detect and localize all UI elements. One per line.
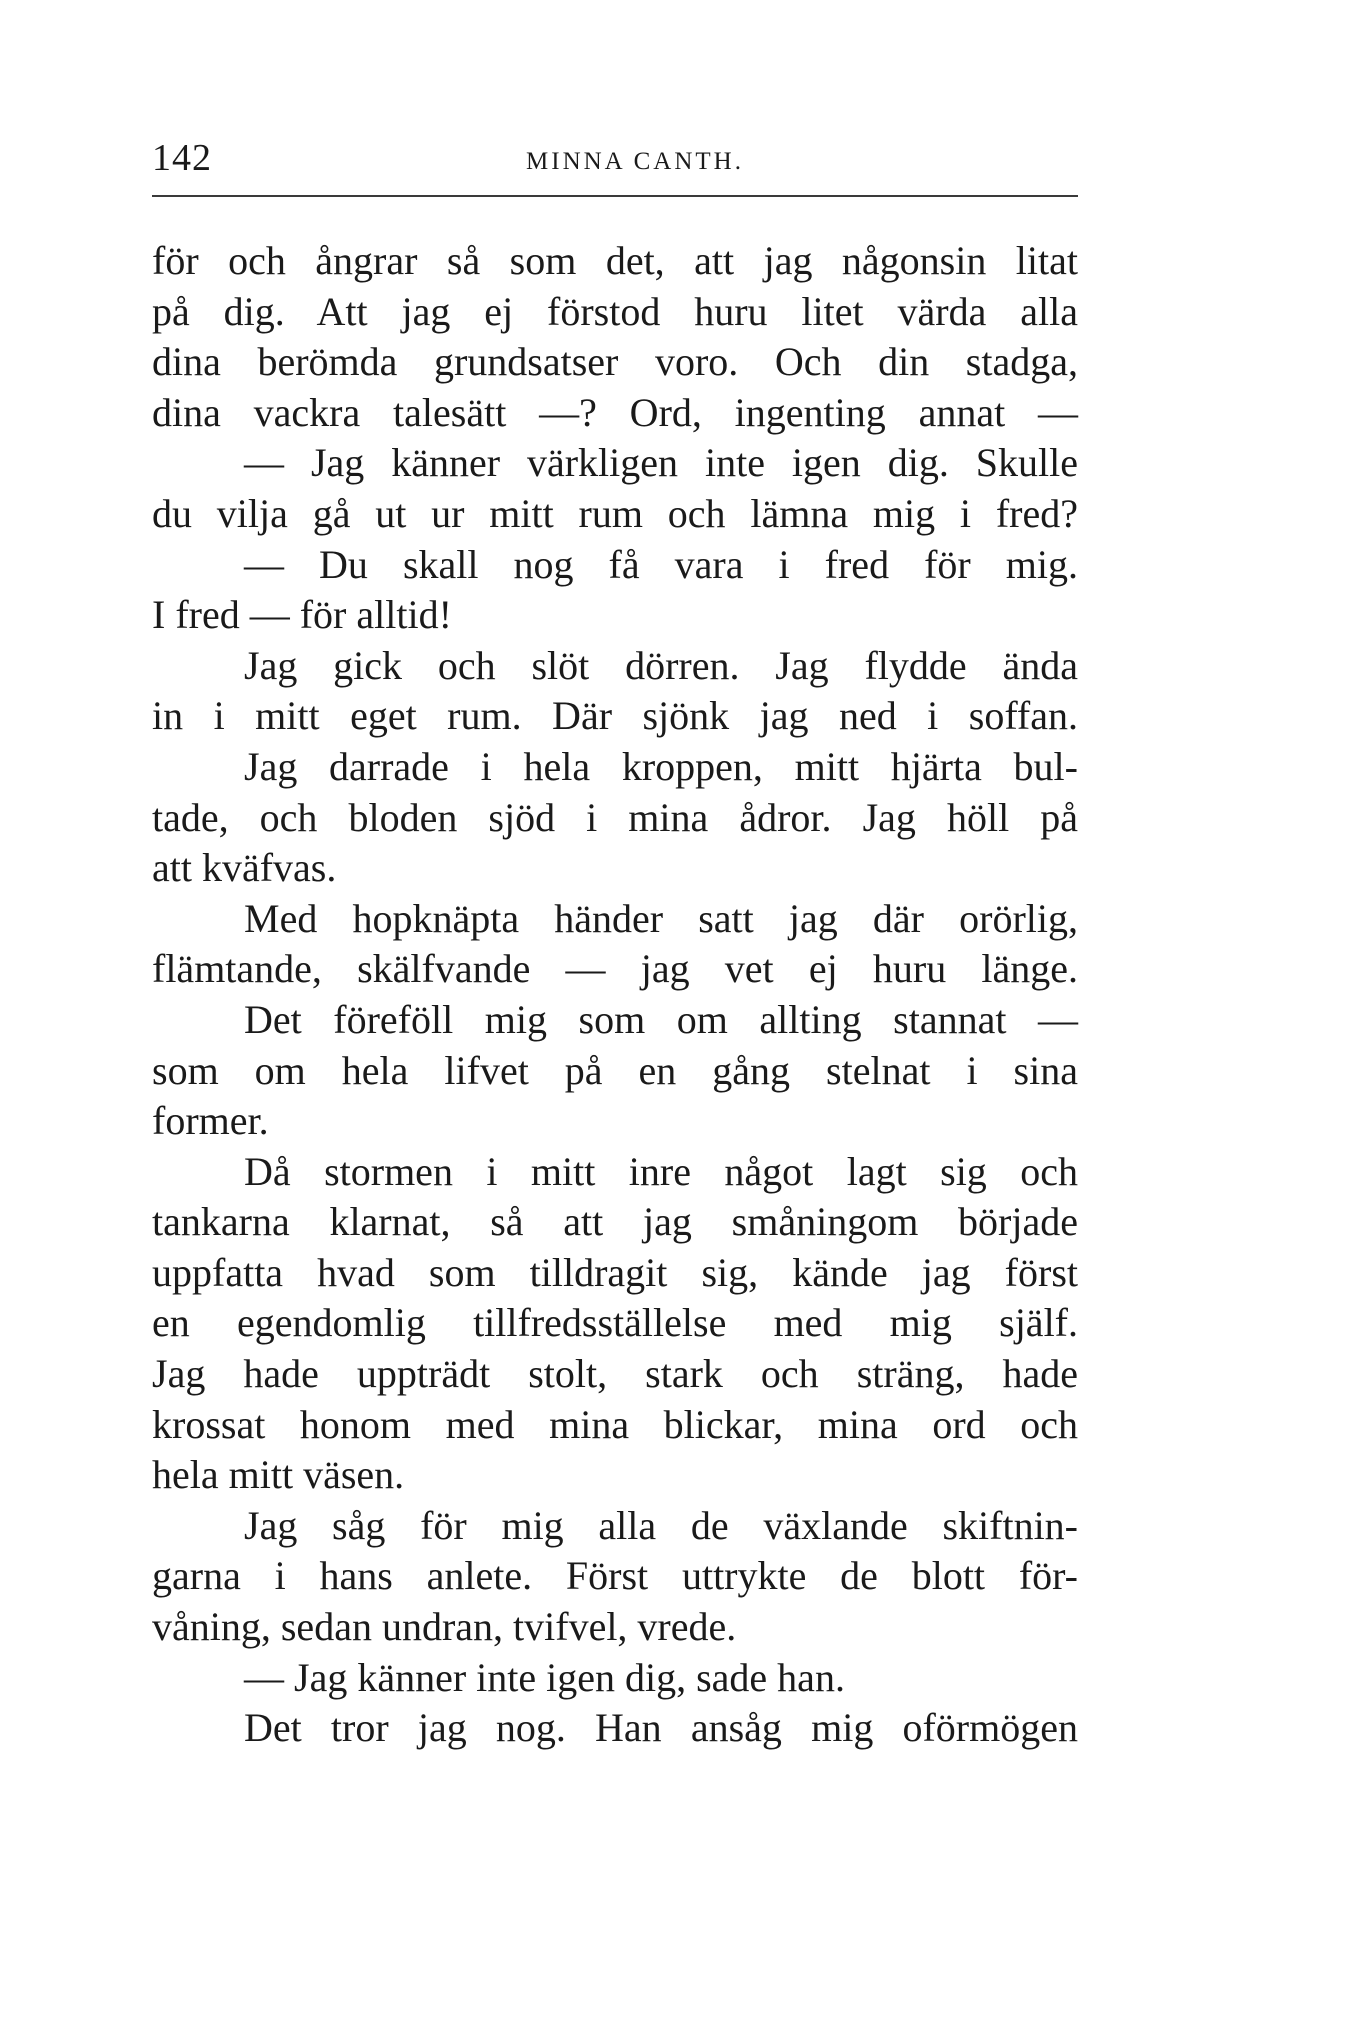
page-number: 142 [152,137,212,179]
text-line: — Du skall nog få vara i fred för mig. [244,541,1078,587]
text-line: dina vackra talesätt —? Ord, ingenting annat — [152,389,1078,435]
text-line: våning, sedan undran, tvifvel, vrede. [152,1604,737,1650]
text-line: — Jag känner värkligen inte igen dig. Skulle [244,440,1078,486]
text-line: en egendomlig tillfredsställelse med mig själf. [152,1300,1078,1346]
text-line: I fred — för alltid! [152,592,452,638]
text-line: uppfatta hvad som tilldragit sig, kände jag först [152,1249,1078,1295]
text-line: Jag hade uppträdt stolt, stark och sträng, hade [152,1351,1078,1397]
text-line: Med hopknäpta händer satt jag där orörlig, [244,895,1078,941]
text-line: — Jag känner inte igen dig, sade han. [244,1654,845,1700]
text-line: dina berömda grundsatser voro. Och din stadga, [152,339,1078,385]
text-line: du vilja gå ut ur mitt rum och lämna mig i fred? [152,490,1078,536]
text-line: krossat honom med mina blickar, mina ord och [152,1401,1078,1447]
text-line: tade, och bloden sjöd i mina ådror. Jag höll på [152,794,1078,840]
text-line: flämtande, skälfvande — jag vet ej huru länge. [152,946,1078,992]
text-line: Jag såg för mig alla de växlande skiftnin- [244,1502,1078,1548]
text-line: Det föreföll mig som om allting stannat — [244,996,1078,1042]
body-text [152,236,1078,1754]
text-line: att kväfvas. [152,845,337,891]
text-line: Då stormen i mitt inre något lagt sig och [244,1148,1078,1194]
text-line: som om hela lifvet på en gång stelnat i sina [152,1047,1078,1093]
running-head: MINNA CANTH. [526,148,744,175]
text-line: in i mitt eget rum. Där sjönk jag ned i soffan. [152,693,1078,739]
text-line: hela mitt väsen. [152,1452,405,1498]
text-line: former. [152,1098,269,1144]
text-line: Jag darrade i hela kroppen, mitt hjärta bul- [244,743,1078,789]
header-rule [152,195,1078,197]
text-line: på dig. Att jag ej förstod huru litet värda alla [152,288,1078,334]
page-header [152,128,1078,188]
text-line: för och ångrar så som det, att jag någonsin litat [152,238,1078,283]
text-line: Jag gick och slöt dörren. Jag flydde ända [244,642,1078,688]
text-line: garna i hans anlete. Först uttrykte de blott för- [152,1553,1078,1599]
text-line: Det tror jag nog. Han ansåg mig oförmögen [244,1705,1078,1751]
text-line: tankarna klarnat, så att jag småningom började [152,1199,1078,1245]
